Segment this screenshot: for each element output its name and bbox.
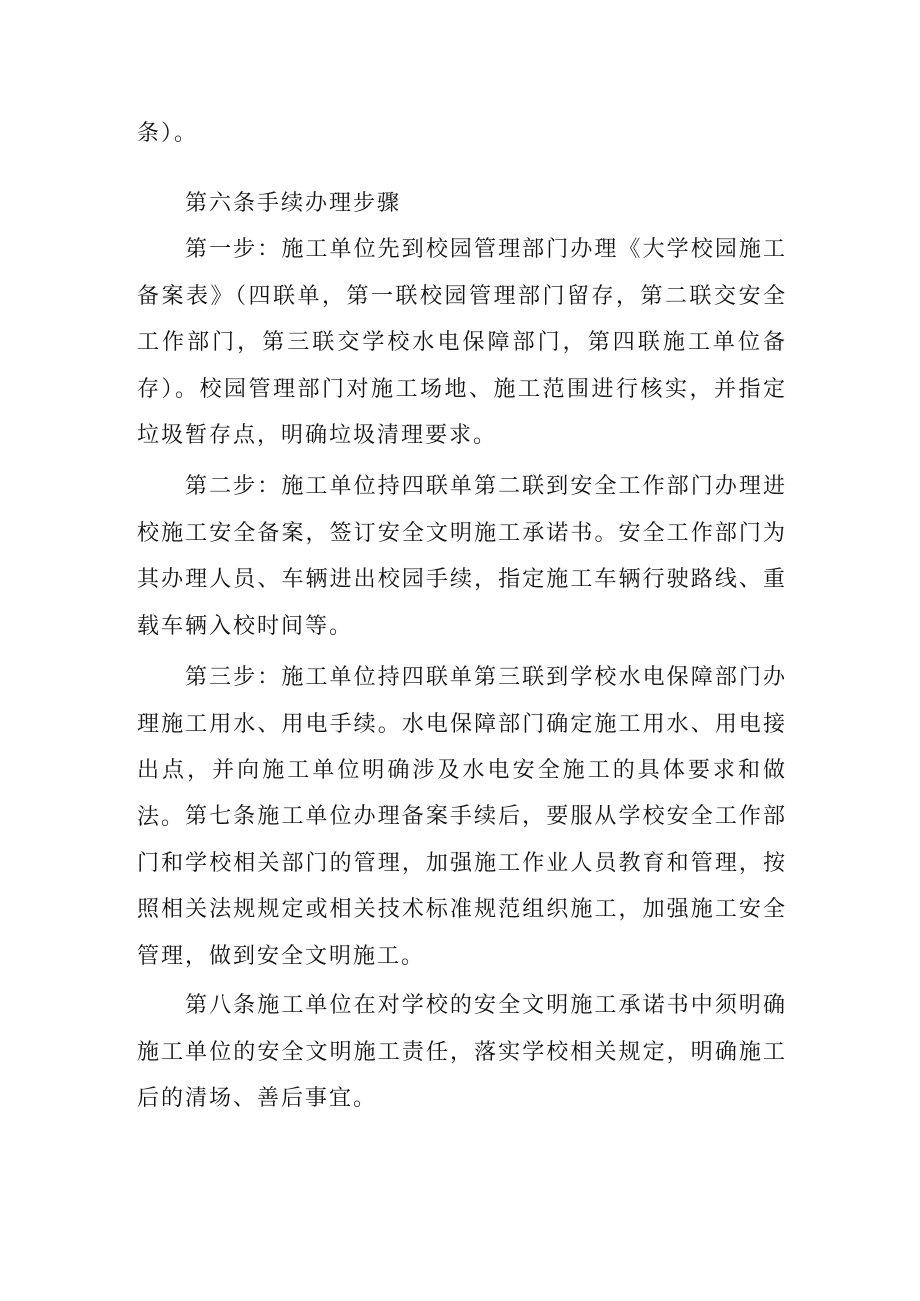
paragraph-step-1 xyxy=(137,227,787,460)
paragraph-text: 第二步：施工单位持四联单第二联到安全工作部门办理进校施工安全备案，签订安全文明施工承诺书。安全工作部门为其办理人员、车辆进出校园手续，指定施工车辆行驶路线、重载车辆入校时间等。 xyxy=(137,474,787,639)
paragraph-text: 第六条手续办理步骤 xyxy=(185,191,402,216)
paragraph-step-2 xyxy=(137,464,787,650)
paragraph-text: 第七条施工单位办理备案手续后，要服从学校安全工作部门和学校相关部门的管理，加强施工作业人员教育和管理，按照相关法规规定或相关技术标准规范组织施工，加强施工安全管理，做到安全文明施工。 xyxy=(137,804,787,969)
paragraph-text: 第八条施工单位在对学校的安全文明施工承诺书中须明确施工单位的安全文明施工责任，落实学校相关规定，明确施工后的清场、善后事宜。 xyxy=(137,993,787,1111)
section-heading-article-6 xyxy=(137,181,787,228)
paragraph-continuation xyxy=(137,111,787,158)
paragraph-text: 第一步：施工单位先到校园管理部门办理《大学校园施工备案表》（四联单，第一联校园管理部门留存，第二联交安全工作部门，第三联交学校水电保障部门，第四联施工单位备存）。校园管理部门对施工场地、施工范围进行核实，并指定垃圾暂存点，明确垃圾清理要求。 xyxy=(137,237,787,448)
paragraph-text: 条）。 xyxy=(137,121,199,146)
paragraph-article-7 xyxy=(137,794,787,980)
paragraph-text: 第三步：施工单位持四联单第三联到学校水电保障部门办理施工用水、用电手续。水电保障部门确定施工用水、用电接出点，并向施工单位明确涉及水电安全施工的具体要求和做法。 xyxy=(137,665,787,830)
paragraph-article-8 xyxy=(137,983,787,1123)
